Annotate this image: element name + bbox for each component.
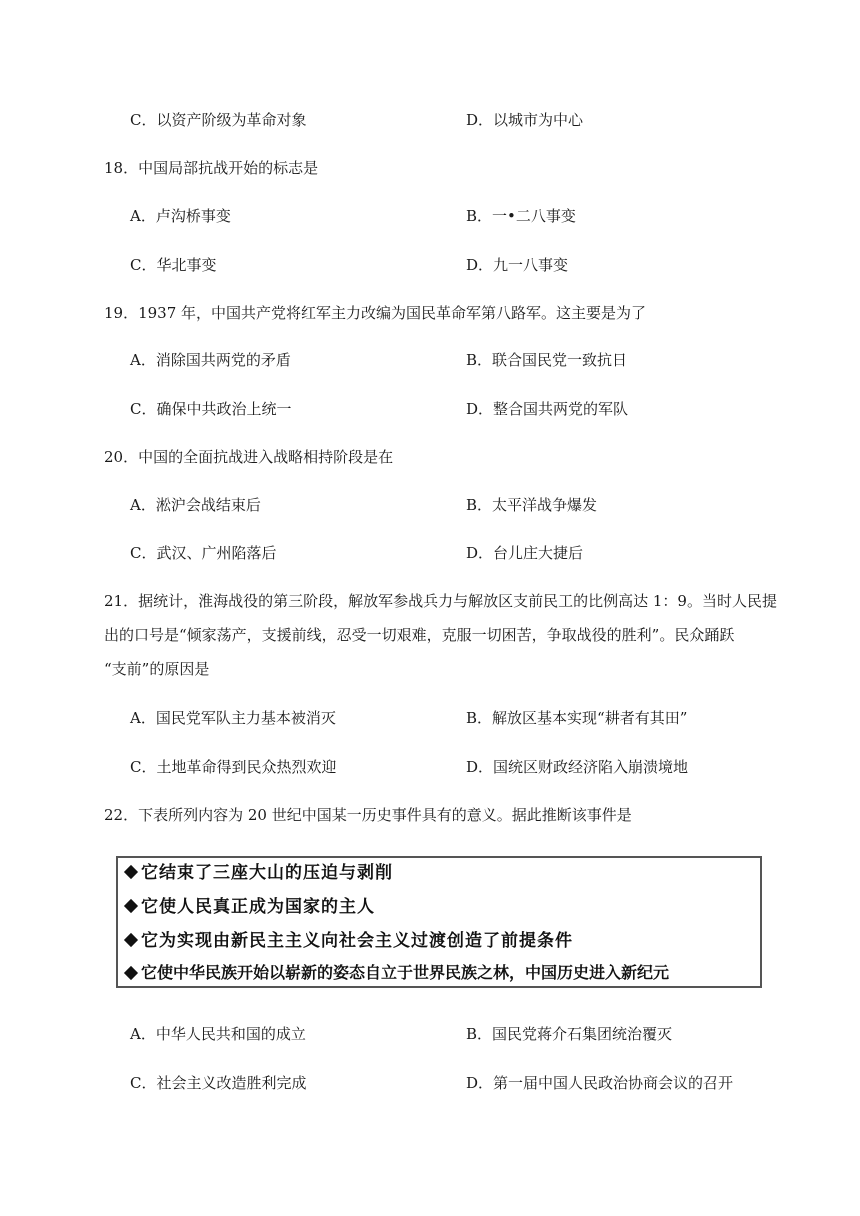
q22-option-b: B．国民党蒋介石集团统治覆灭	[466, 1025, 673, 1043]
q20-option-a: A．淞沪会战结束后	[130, 496, 261, 514]
q22-option-d: D．第一届中国人民政治协商会议的召开	[466, 1074, 734, 1092]
q22-stem: 22．下表所列内容为 20 世纪中国某一历史事件具有的意义。据此推断该事件是	[104, 806, 632, 824]
table-row	[124, 930, 573, 952]
table-row-text: 它使中华民族开始以崭新的姿态自立于世界民族之林，中国历史进入新纪元	[141, 963, 670, 982]
q18-option-c: C．华北事变	[130, 256, 217, 274]
q20-option-d: D．台儿庄大捷后	[466, 544, 584, 562]
q20-option-c: C．武汉、广州陷落后	[130, 544, 277, 562]
table-row	[124, 862, 393, 884]
q19-option-c: C．确保中共政治上统一	[130, 400, 292, 418]
q22-significance-table	[116, 856, 762, 988]
q21-stem-line-1: 21．据统计，淮海战役的第三阶段，解放军参战兵力与解放区支前民工的比例高达 1：9。当时人民提	[104, 592, 777, 610]
q22-option-c: C．社会主义改造胜利完成	[130, 1074, 307, 1092]
q18-option-b: B．一•二八事变	[466, 207, 576, 225]
q21-option-a: A．国民党军队主力基本被消灭	[130, 709, 336, 727]
q18-option-a: A．卢沟桥事变	[130, 207, 231, 225]
q21-option-b: B．解放区基本实现“耕者有其田”	[466, 709, 688, 727]
diamond-bullet-icon	[124, 965, 138, 979]
q18-stem: 18．中国局部抗战开始的标志是	[104, 159, 319, 177]
table-row	[124, 962, 669, 984]
q18-option-d: D．九一八事变	[466, 256, 569, 274]
diamond-bullet-icon	[124, 933, 138, 947]
table-row-text: 它结束了三座大山的压迫与剥削	[141, 863, 393, 883]
q21-option-d: D．国统区财政经济陷入崩溃境地	[466, 758, 689, 776]
diamond-bullet-icon	[124, 865, 138, 879]
q19-option-b: B．联合国民党一致抗日	[466, 351, 628, 369]
q21-stem-line-3: “支前”的原因是	[104, 660, 210, 678]
q19-stem: 19．1937 年，中国共产党将红军主力改编为国民革命军第八路军。这主要是为了	[104, 304, 647, 322]
q17-option-c: C．以资产阶级为革命对象	[130, 111, 307, 129]
table-row-text: 它使人民真正成为国家的主人	[141, 897, 375, 917]
q21-option-c: C．土地革命得到民众热烈欢迎	[130, 758, 337, 776]
table-row-text: 它为实现由新民主主义向社会主义过渡创造了前提条件	[141, 931, 573, 951]
q22-option-a: A．中华人民共和国的成立	[130, 1025, 306, 1043]
q19-option-d: D．整合国共两党的军队	[466, 400, 629, 418]
q17-option-d: D．以城市为中心	[466, 111, 584, 129]
q21-stem-line-2: 出的口号是“倾家荡产，支援前线，忍受一切艰难，克服一切困苦，争取战役的胜利”。民众踊跃	[104, 626, 735, 644]
table-row	[124, 896, 375, 918]
q20-option-b: B．太平洋战争爆发	[466, 496, 598, 514]
q19-option-a: A．消除国共两党的矛盾	[130, 351, 291, 369]
diamond-bullet-icon	[124, 899, 138, 913]
q20-stem: 20．中国的全面抗战进入战略相持阶段是在	[104, 448, 394, 466]
